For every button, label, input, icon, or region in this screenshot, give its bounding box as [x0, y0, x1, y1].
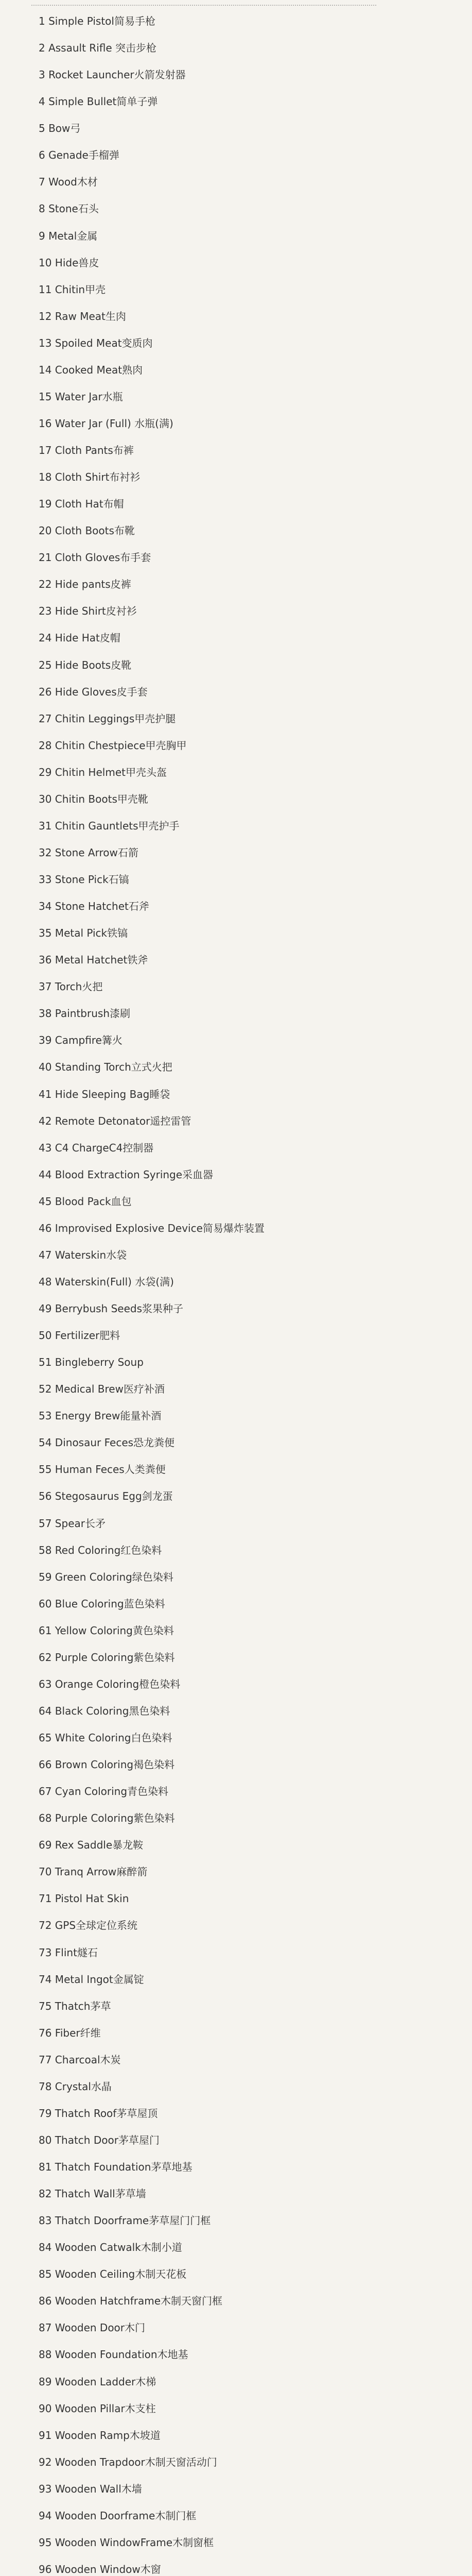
list-item: 3 Rocket Launcher火箭发射器 [39, 69, 186, 81]
list-item: 70 Tranq Arrow麻醉箭 [39, 1866, 148, 1878]
list-item: 36 Metal Hatchet铁斧 [39, 954, 148, 967]
item-list [0, 8, 472, 2576]
list-item: 86 Wooden Hatchframe木制天窗门框 [39, 2295, 223, 2308]
list-item: 44 Blood Extraction Syringe采血器 [39, 1168, 214, 1181]
list-item: 19 Cloth Hat布帽 [39, 498, 124, 511]
list-item: 59 Green Coloring绿色染料 [39, 1570, 173, 1583]
list-item: 74 Metal Ingot金属锭 [39, 1973, 144, 1986]
list-item: 58 Red Coloring红色染料 [39, 1544, 162, 1556]
list-item: 95 Wooden WindowFrame木制窗框 [39, 2536, 214, 2549]
list-item: 63 Orange Coloring橙色染料 [39, 1677, 181, 1690]
list-item: 80 Thatch Door茅草屋门 [39, 2133, 160, 2146]
list-item: 52 Medical Brew医疗补酒 [39, 1383, 165, 1396]
list-item: 16 Water Jar (Full) 水瓶(满) [39, 417, 173, 430]
list-item: 71 Pistol Hat Skin [39, 1892, 129, 1905]
list-item: 82 Thatch Wall茅草墙 [39, 2188, 146, 2200]
list-item: 50 Fertilizer肥料 [39, 1329, 120, 1342]
list-item: 76 Fiber纤维 [39, 2026, 101, 2039]
list-item: 61 Yellow Coloring黄色染料 [39, 1624, 174, 1637]
list-item: 39 Campfire篝火 [39, 1034, 123, 1047]
list-item: 38 Paintbrush漆刷 [39, 1007, 130, 1020]
list-item: 48 Waterskin(Full) 水袋(满) [39, 1275, 174, 1288]
list-item: 94 Wooden Doorframe木制门框 [39, 2509, 197, 2522]
list-item: 30 Chitin Boots甲壳靴 [39, 792, 148, 805]
list-item: 43 C4 ChargeC4控制器 [39, 1141, 154, 1154]
list-item: 77 Charcoal木炭 [39, 2053, 121, 2066]
list-item: 40 Standing Torch立式火把 [39, 1061, 172, 1074]
list-item: 75 Thatch茅草 [39, 1999, 111, 2012]
list-item: 28 Chitin Chestpiece甲壳胸甲 [39, 739, 187, 752]
list-item: 62 Purple Coloring紫色染料 [39, 1651, 175, 1664]
list-item: 55 Human Feces人类粪便 [39, 1463, 166, 1476]
list-item: 66 Brown Coloring褐色染料 [39, 1758, 175, 1771]
list-item: 7 Wood木材 [39, 176, 98, 189]
list-item: 21 Cloth Gloves布手套 [39, 551, 151, 564]
list-item: 14 Cooked Meat熟肉 [39, 363, 143, 376]
list-item: 72 GPS全球定位系统 [39, 1919, 138, 1932]
list-item: 1 Simple Pistol简易手枪 [39, 15, 155, 27]
list-item: 57 Spear长矛 [39, 1517, 106, 1530]
list-item: 87 Wooden Door木门 [39, 2321, 146, 2334]
list-item: 33 Stone Pick石镐 [39, 873, 129, 886]
list-item: 20 Cloth Boots布靴 [39, 524, 135, 537]
list-item: 91 Wooden Ramp木坡道 [39, 2429, 161, 2442]
list-item: 15 Water Jar水瓶 [39, 390, 123, 403]
list-item: 8 Stone石头 [39, 202, 99, 215]
list-item: 81 Thatch Foundation茅草地基 [39, 2161, 193, 2173]
list-item: 45 Blood Pack血包 [39, 1195, 132, 1208]
list-item: 78 Crystal水晶 [39, 2080, 112, 2093]
list-item: 90 Wooden Pillar木支柱 [39, 2402, 156, 2415]
list-item: 35 Metal Pick铁镐 [39, 927, 128, 940]
list-item: 84 Wooden Catwalk木制小道 [39, 2241, 182, 2254]
list-item: 65 White Coloring白色染料 [39, 1732, 172, 1744]
list-item: 51 Bingleberry Soup [39, 1356, 144, 1369]
list-item: 64 Black Coloring黑色染料 [39, 1704, 170, 1717]
list-item: 10 Hide兽皮 [39, 256, 99, 269]
list-item: 5 Bow弓 [39, 122, 81, 135]
list-item: 46 Improvised Explosive Device简易爆炸装置 [39, 1222, 265, 1234]
list-item: 60 Blue Coloring蓝色染料 [39, 1597, 165, 1610]
list-item: 17 Cloth Pants布裤 [39, 444, 134, 456]
list-item: 53 Energy Brew能量补酒 [39, 1410, 162, 1422]
list-item: 56 Stegosaurus Egg剑龙蛋 [39, 1490, 173, 1503]
header-text: …………………………………………………………………………………………………………………………………………………… [31, 0, 377, 7]
list-item: 13 Spoiled Meat变质肉 [39, 336, 153, 349]
list-item: 85 Wooden Ceiling木制天花板 [39, 2268, 187, 2281]
list-item: 24 Hide Hat皮帽 [39, 632, 120, 645]
list-item: 67 Cyan Coloring青色染料 [39, 1785, 169, 1798]
list-item: 42 Remote Detonator遥控雷管 [39, 1114, 191, 1127]
list-item: 29 Chitin Helmet甲壳头盔 [39, 766, 167, 778]
list-item: 73 Flint燧石 [39, 1946, 98, 1959]
list-item: 22 Hide pants皮裤 [39, 578, 131, 591]
list-item: 26 Hide Gloves皮手套 [39, 685, 148, 698]
list-item: 6 Genade手榴弹 [39, 149, 119, 162]
list-item: 2 Assault Rifle 突击步枪 [39, 42, 157, 55]
list-item: 37 Torch火把 [39, 980, 103, 993]
list-item: 4 Simple Bullet简单子弹 [39, 95, 158, 108]
list-item: 49 Berrybush Seeds浆果种子 [39, 1302, 184, 1315]
list-item: 96 Wooden Window木窗 [39, 2563, 161, 2575]
list-item: 47 Waterskin水袋 [39, 1248, 127, 1261]
list-item: 25 Hide Boots皮靴 [39, 658, 132, 671]
list-item: 32 Stone Arrow石箭 [39, 846, 138, 859]
list-item: 68 Purple Coloring紫色染料 [39, 1812, 175, 1825]
list-item: 18 Cloth Shirt布衬衫 [39, 471, 141, 484]
list-item: 69 Rex Saddle暴龙鞍 [39, 1839, 144, 1852]
list-item: 12 Raw Meat生肉 [39, 310, 126, 323]
list-item: 31 Chitin Gauntlets甲壳护手 [39, 819, 180, 832]
list-item: 83 Thatch Doorframe茅草屋门门框 [39, 2214, 211, 2227]
list-item: 89 Wooden Ladder木梯 [39, 2375, 156, 2388]
list-item: 9 Metal金属 [39, 229, 98, 242]
list-item: 23 Hide Shirt皮衬衫 [39, 605, 137, 618]
list-item: 34 Stone Hatchet石斧 [39, 900, 149, 913]
list-item: 41 Hide Sleeping Bag睡袋 [39, 1088, 170, 1100]
list-item: 79 Thatch Roof茅草屋顶 [39, 2107, 158, 2120]
list-item: 88 Wooden Foundation木地基 [39, 2348, 188, 2361]
list-item: 54 Dinosaur Feces恐龙粪便 [39, 1436, 175, 1449]
list-item: 92 Wooden Trapdoor木制天窗活动门 [39, 2455, 217, 2468]
list-item: 93 Wooden Wall木墙 [39, 2482, 142, 2495]
list-item: 11 Chitin甲壳 [39, 283, 106, 296]
list-item: 27 Chitin Leggings甲壳护腿 [39, 712, 176, 725]
